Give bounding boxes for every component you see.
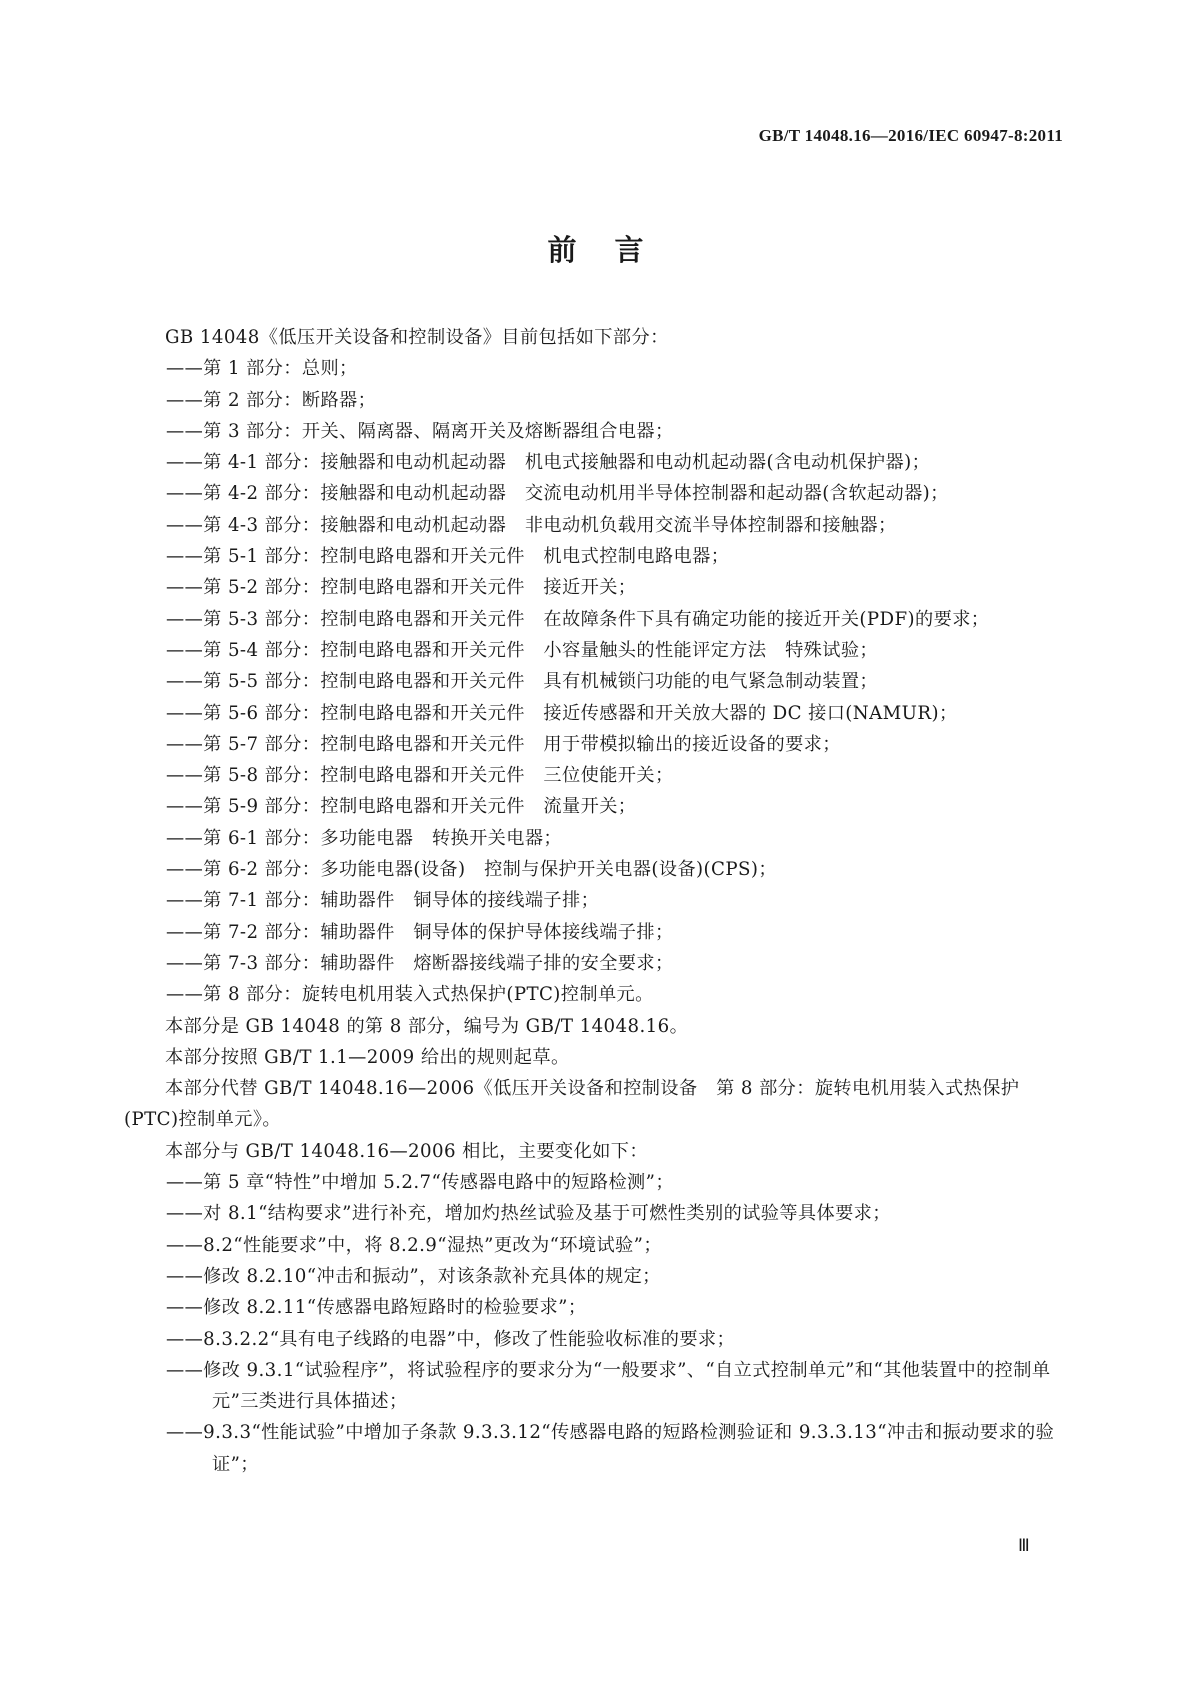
intro-paragraph: GB 14048《低压开关设备和控制设备》目前包括如下部分： bbox=[165, 327, 669, 348]
list-item: ——第 5-2 部分：控制电路电器和开关元件 接近开关； bbox=[166, 577, 637, 599]
list-item: ——第 7-1 部分：辅助器件 铜导体的接线端子排； bbox=[166, 890, 600, 912]
list-item: ——修改 8.2.11“传感器电路短路时的检验要求”； bbox=[166, 1297, 587, 1319]
list-item: ——第 5-6 部分：控制电路电器和开关元件 接近传感器和开关放大器的 DC 接口(NAMUR)； bbox=[166, 702, 958, 724]
list-item: ——第 6-1 部分：多功能电器 转换开关电器； bbox=[166, 827, 563, 849]
page-title: 前言 bbox=[547, 233, 682, 267]
standard-code-header: GB/T 14048.16—2016/IEC 60947-8:2011 bbox=[758, 126, 1063, 145]
paragraph: 本部分按照 GB/T 1.1—2009 给出的规则起草。 bbox=[165, 1046, 570, 1068]
page-number: Ⅲ bbox=[1018, 1536, 1030, 1555]
list-item: ——第 3 部分：开关、隔离器、隔离开关及熔断器组合电器； bbox=[166, 420, 674, 442]
list-item: ——第 5-9 部分：控制电路电器和开关元件 流量开关； bbox=[166, 796, 637, 818]
list-item: ——9.3.3“性能试验”中增加子条款 9.3.3.12“传感器电路的短路检测验证和 9.3.3.13“冲击和振动要求的验证”； bbox=[166, 1422, 1055, 1475]
list-item: ——第 5-7 部分：控制电路电器和开关元件 用于带模拟输出的接近设备的要求； bbox=[166, 733, 841, 755]
document-body bbox=[124, 322, 1064, 1480]
paragraph: 本部分是 GB 14048 的第 8 部分，编号为 GB/T 14048.16。 bbox=[165, 1015, 689, 1037]
list-item: ——第 7-3 部分：辅助器件 熔断器接线端子排的安全要求； bbox=[166, 952, 674, 974]
list-item: ——修改 9.3.1“试验程序”，将试验程序的要求分为“一般要求”、“自立式控制单元”和“其他装置中的控制单元”三类进行具体描述； bbox=[166, 1359, 1051, 1413]
list-item: ——第 6-2 部分：多功能电器(设备) 控制与保护开关电器(设备)(CPS)； bbox=[166, 859, 777, 881]
list-item: ——第 4-3 部分：接触器和电动机起动器 非电动机负载用交流半导体控制器和接触器； bbox=[166, 514, 897, 536]
list-item: ——第 5-1 部分：控制电路电器和开关元件 机电式控制电路电器； bbox=[166, 546, 730, 568]
list-item: ——第 4-1 部分：接触器和电动机起动器 机电式接触器和电动机起动器(含电动机保护器)； bbox=[166, 452, 931, 474]
list-item: ——第 4-2 部分：接触器和电动机起动器 交流电动机用半导体控制器和起动器(含软起动器)； bbox=[166, 483, 949, 505]
list-item: ——8.2“性能要求”中，将 8.2.9“湿热”更改为“环境试验”； bbox=[166, 1234, 662, 1256]
list-item: ——第 5-8 部分：控制电路电器和开关元件 三位使能开关； bbox=[166, 765, 674, 787]
list-item: ——第 5-5 部分：控制电路电器和开关元件 具有机械锁闩功能的电气紧急制动装置； bbox=[166, 671, 879, 693]
list-item: ——对 8.1“结构要求”进行补充，增加灼热丝试验及基于可燃性类别的试验等具体要求； bbox=[166, 1203, 891, 1225]
list-item: ——第 8 部分：旋转电机用装入式热保护(PTC)控制单元。 bbox=[166, 984, 654, 1006]
list-item: ——第 2 部分：断路器； bbox=[166, 389, 377, 411]
list-item: ——第 5-4 部分：控制电路电器和开关元件 小容量触头的性能评定方法 特殊试验； bbox=[166, 639, 879, 661]
paragraph: 本部分与 GB/T 14048.16—2006 相比，主要变化如下： bbox=[165, 1140, 648, 1162]
list-item: ——第 5 章“特性”中增加 5.2.7“传感器电路中的短路检测”； bbox=[166, 1172, 674, 1194]
list-item: ——第 1 部分：总则； bbox=[166, 358, 358, 380]
list-item: ——修改 8.2.10“冲击和振动”，对该条款补充具体的规定； bbox=[166, 1265, 661, 1287]
list-item: ——第 7-2 部分：辅助器件 铜导体的保护导体接线端子排； bbox=[166, 921, 674, 943]
list-item: ——第 5-3 部分：控制电路电器和开关元件 在故障条件下具有确定功能的接近开关(PDF)的要求； bbox=[166, 608, 990, 630]
paragraph: 本部分代替 GB/T 14048.16—2006《低压开关设备和控制设备 第 8 部分：旋转电机用装入式热保护(PTC)控制单元》。 bbox=[124, 1078, 1020, 1131]
list-item: ——8.3.2.2“具有电子线路的电器”中，修改了性能验收标准的要求； bbox=[166, 1328, 736, 1350]
